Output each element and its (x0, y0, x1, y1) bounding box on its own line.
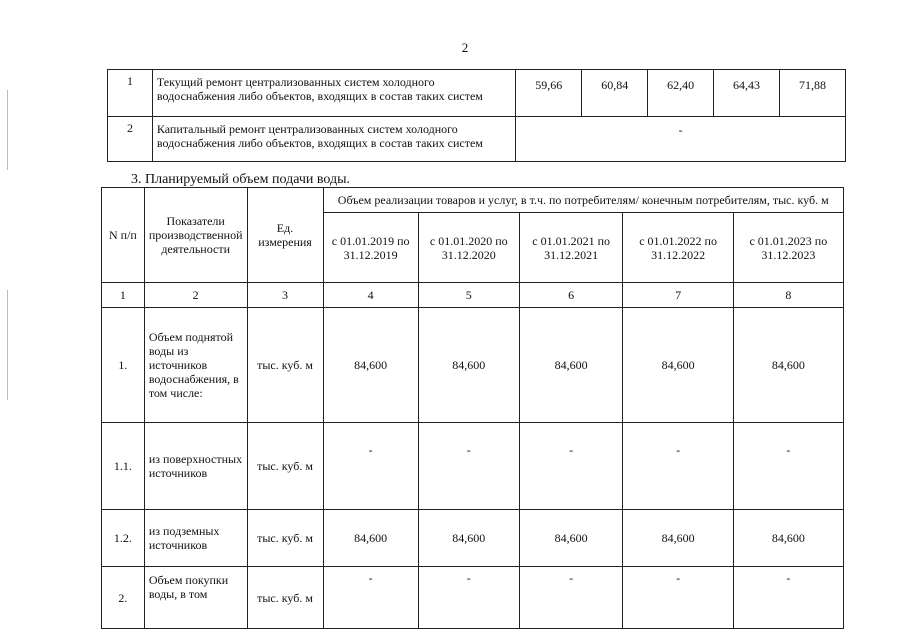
value-cell: 84,600 (519, 510, 623, 567)
row-number: 2 (108, 117, 153, 162)
page-number: 2 (461, 40, 469, 55)
row-number: 2. (102, 567, 145, 629)
value-cell: - (623, 423, 733, 510)
row-number: 1.1. (102, 423, 145, 510)
value-cell: 59,66 (516, 70, 582, 117)
header-period: с 01.01.2021 по 31.12.2021 (519, 213, 623, 283)
table-row (108, 117, 846, 162)
column-number-row (102, 283, 844, 308)
water-supply-volume-table (101, 187, 844, 629)
indicator-cell: из подземных источников (144, 510, 247, 567)
value-cell: 64,43 (714, 70, 780, 117)
row-number: 1.2. (102, 510, 145, 567)
scan-edge-mark (7, 90, 8, 170)
header-period: с 01.01.2023 по 31.12.2023 (733, 213, 843, 283)
column-number: 8 (733, 283, 843, 308)
column-number: 1 (102, 283, 145, 308)
header-period: с 01.01.2019 по 31.12.2019 (323, 213, 418, 283)
value-cell: 84,600 (733, 510, 843, 567)
column-number: 2 (144, 283, 247, 308)
value-cell: - (323, 423, 418, 510)
header-indicators: Показатели производственной деятельности (144, 188, 247, 283)
header-n-pp: N п/п (102, 188, 145, 283)
value-cell: 84,600 (733, 308, 843, 423)
table-row (108, 70, 846, 117)
value-cell: - (519, 423, 623, 510)
value-cell: - (519, 567, 623, 629)
value-cell: 84,600 (323, 510, 418, 567)
table-row (102, 423, 844, 510)
column-number: 4 (323, 283, 418, 308)
unit-cell: тыс. куб. м (247, 510, 323, 567)
unit-cell: тыс. куб. м (247, 567, 323, 629)
value-cell: 84,600 (623, 308, 733, 423)
header-period: с 01.01.2022 по 31.12.2022 (623, 213, 733, 283)
value-cell: 60,84 (582, 70, 648, 117)
unit-cell: тыс. куб. м (247, 423, 323, 510)
value-cell: - (623, 567, 733, 629)
row-number: 1 (108, 70, 153, 117)
merged-value-cell: - (516, 117, 846, 162)
column-number: 5 (418, 283, 519, 308)
header-unit: Ед. измерения (247, 188, 323, 283)
value-cell: 84,600 (418, 308, 519, 423)
header-period: с 01.01.2020 по 31.12.2020 (418, 213, 519, 283)
column-number: 3 (247, 283, 323, 308)
header-group: Объем реализации товаров и услуг, в т.ч. по потребителям/ конечным потребителям, тыс. куб. м (323, 188, 843, 213)
indicator-cell: Объем поднятой воды из источников водоснабжения, в том числе: (144, 308, 247, 423)
row-name: Капитальный ремонт централизованных систем холодного водоснабжения либо объектов, входящих в состав таких систем (152, 117, 515, 162)
value-cell: 84,600 (418, 510, 519, 567)
value-cell: 84,600 (519, 308, 623, 423)
repair-costs-table (107, 69, 846, 162)
value-cell: 84,600 (323, 308, 418, 423)
value-cell: - (733, 423, 843, 510)
table-row (102, 567, 844, 629)
value-cell: - (418, 423, 519, 510)
table-row (102, 510, 844, 567)
value-cell: 84,600 (623, 510, 733, 567)
value-cell: - (418, 567, 519, 629)
row-number: 1. (102, 308, 145, 423)
indicator-cell: из поверхностных источников (144, 423, 247, 510)
value-cell: - (323, 567, 418, 629)
value-cell: 62,40 (648, 70, 714, 117)
indicator-cell: Объем покупки воды, в том (144, 567, 247, 629)
value-cell: 71,88 (780, 70, 846, 117)
value-cell: - (733, 567, 843, 629)
scan-edge-mark (7, 290, 8, 400)
table-header-row (102, 188, 844, 213)
column-number: 7 (623, 283, 733, 308)
unit-cell: тыс. куб. м (247, 308, 323, 423)
row-name: Текущий ремонт централизованных систем холодного водоснабжения либо объектов, входящих в состав таких систем (152, 70, 515, 117)
section-heading: 3. Планируемый объем подачи воды. (131, 172, 351, 187)
table-row (102, 308, 844, 423)
column-number: 6 (519, 283, 623, 308)
